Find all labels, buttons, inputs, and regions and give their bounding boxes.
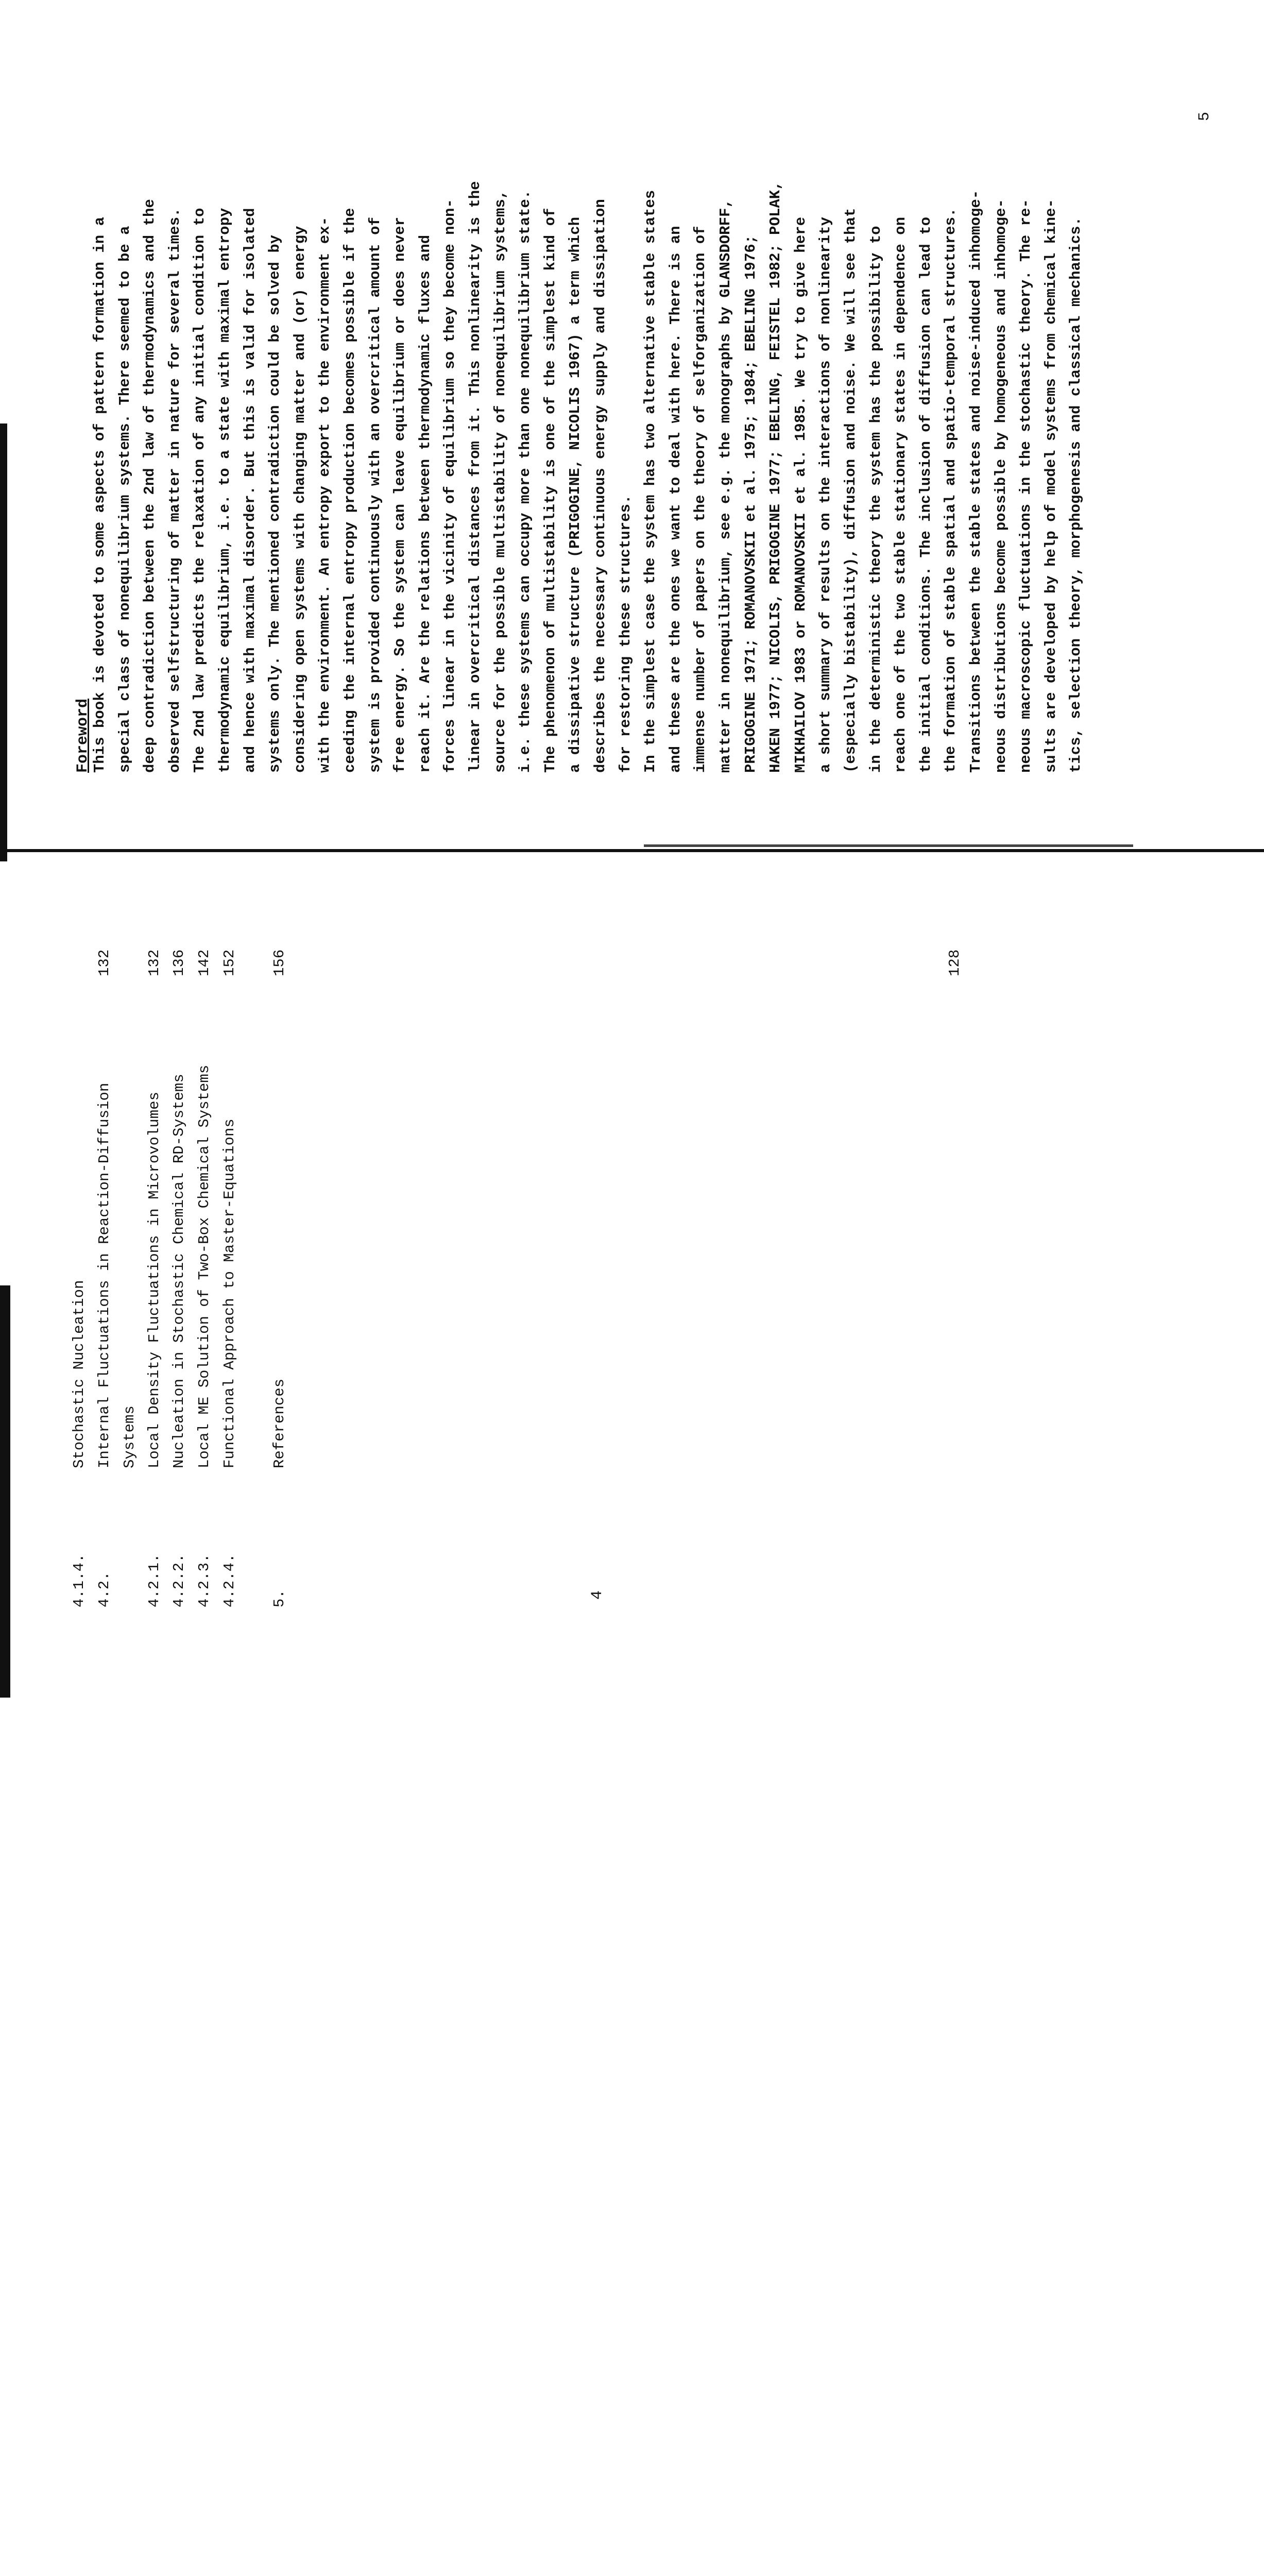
foreword-line: This book is devoted to some aspects of pattern formation in a — [91, 217, 108, 773]
toc-page: 132 — [96, 949, 113, 976]
foreword-line: Transitions between the stable states and noise-induced inhomoge- — [967, 190, 984, 773]
foreword-line: PRIGOGINE 1971; ROMANOVSKII et al. 1975; 1984; EBELING 1976; — [742, 234, 759, 773]
toc-number: 4.2. — [96, 1571, 113, 1607]
foreword-line: system is provided continuously with an overcritical amount of — [366, 217, 384, 773]
foreword-line: deep contradiction between the 2nd law of thermodynamics and the — [141, 199, 159, 773]
foreword-line: MIKHAILOV 1983 or ROMANOVSKII et al. 1985. We try to give here — [792, 217, 809, 773]
foreword-line: linear in overcritical distances from it. This nonlinearity is the — [467, 181, 484, 773]
page-divider — [0, 849, 1264, 852]
scan-edge-top-left — [0, 423, 7, 861]
foreword-line: for restoring these structures. — [617, 495, 634, 773]
foreword-line: HAKEN 1977; NICOLIS, PRIGOGINE 1977; EBELING, FEISTEL 1982; POLAK, — [767, 181, 784, 773]
foreword-line: sults are developed by help of model systems from chemical kine- — [1042, 199, 1060, 773]
scan-edge-bottom-left — [0, 1285, 10, 1698]
foreword-line: neous macroscopic fluctuations in the stochastic theory. The re- — [1017, 199, 1035, 773]
toc-page: 132 — [146, 949, 163, 976]
foreword-line: considering open systems with changing matter and (or) energy — [291, 226, 309, 773]
toc-title: Stochastic Nucleation — [71, 1280, 88, 1468]
foreword-line: free energy. So the system can leave equilibrium or does never — [391, 217, 409, 773]
toc-number: 5. — [271, 1589, 288, 1607]
foreword-line: The phenomenon of multistability is one of the simplest kind of — [541, 208, 559, 773]
foreword-line: and these are the ones we want to deal with here. There is an — [667, 226, 684, 773]
toc-title: Nucleation in Stochastic Chemical RD-Systems — [170, 1074, 187, 1468]
foreword-line: tics, selection theory, morphogenesis and classical mechanics. — [1067, 217, 1085, 773]
toc-title: Internal Fluctuations in Reaction-Diffusion — [96, 1082, 113, 1468]
page-number: 5 — [1196, 111, 1214, 121]
toc-title: Local ME Solution of Two-Box Chemical Systems — [196, 1064, 213, 1468]
foreword-line: thermodynamic equilibrium, i.e. to a state with maximal entropy — [216, 208, 233, 773]
toc-number: 4.1.4. — [71, 1553, 88, 1607]
toc-title: Systems — [121, 1405, 138, 1468]
foreword-line: special class of nonequilibrium systems. There seemed to be a — [116, 226, 133, 773]
foreword-line: the initial conditions. The inclusion of diffusion can lead to — [917, 217, 934, 773]
foreword-line: In the simplest case the system has two alternative stable states — [642, 190, 659, 773]
toc-number: 4.2.1. — [146, 1553, 163, 1607]
toc-page: 136 — [170, 949, 187, 976]
toc-number: 4.2.4. — [221, 1553, 238, 1607]
foreword-line: the formation of stable spatial and spatio-temporal structures. — [942, 208, 960, 773]
foreword-line: and hence with maximal disorder. But this is valid for isolated — [241, 208, 259, 773]
toc-page: 128 — [946, 949, 963, 976]
toc-number: 4.2.2. — [170, 1553, 187, 1607]
foreword-line: in the deterministic theory the system has the possibility to — [867, 226, 884, 773]
toc-page: 152 — [221, 949, 238, 976]
toc-number: 4.2.3. — [196, 1553, 213, 1607]
page-divider-shadow — [644, 844, 1133, 847]
foreword-line: observed selfstructuring of matter in nature for several times. — [166, 208, 183, 773]
foreword-line: a dissipative structure (PRIGOGINE, NICOLIS 1967) a term which — [567, 217, 584, 773]
foreword-line: immense number of papers on the theory of selforganization of — [692, 226, 709, 773]
foreword-line: ceeding the internal entropy production becomes possible if the — [341, 208, 358, 773]
foreword-line: neous distributions become possible by homogeneous and inhomoge- — [992, 199, 1010, 773]
toc-title: Local Density Fluctuations in Microvolumes — [146, 1092, 163, 1468]
foreword-line: systems only. The mentioned contradiction could be solved by — [266, 234, 284, 773]
foreword-line: reach one of the two stable stationary states in dependence on — [892, 217, 910, 773]
foreword-line: matter in nonequilibrium, see e.g. the monographs by GLANSDORFF, — [717, 199, 734, 773]
foreword-line: (especially bistability), diffusion and noise. We will see that — [842, 208, 859, 773]
toc-title: References — [271, 1378, 288, 1468]
toc-page: 142 — [196, 949, 213, 976]
foreword-line: reach it. Are the relations between thermodynamic fluxes and — [416, 234, 434, 773]
foreword-line: source for the possible multistability of nonequilibrium systems, — [491, 190, 509, 773]
foreword-heading: Foreword — [74, 698, 92, 773]
foreword-line: The 2nd law predicts the relaxation of any initial condition to — [191, 208, 209, 773]
foreword-line: forces linear in the vicinity of equilibrium so they become non- — [441, 199, 459, 773]
foreword-line: with the environment. An entropy export to the environment ex- — [316, 217, 334, 773]
page-number: 4 — [589, 1590, 606, 1600]
foreword-line: i.e. these systems can occupy more than one nonequilibrium state. — [517, 190, 534, 773]
toc-title: Functional Approach to Master-Equations — [221, 1118, 238, 1468]
foreword-line: a short summary of results on the interactions of nonlinearity — [817, 217, 834, 773]
foreword-line: describes the necessary continuous energy supply and dissipation — [592, 199, 609, 773]
toc-page: 156 — [271, 949, 288, 976]
